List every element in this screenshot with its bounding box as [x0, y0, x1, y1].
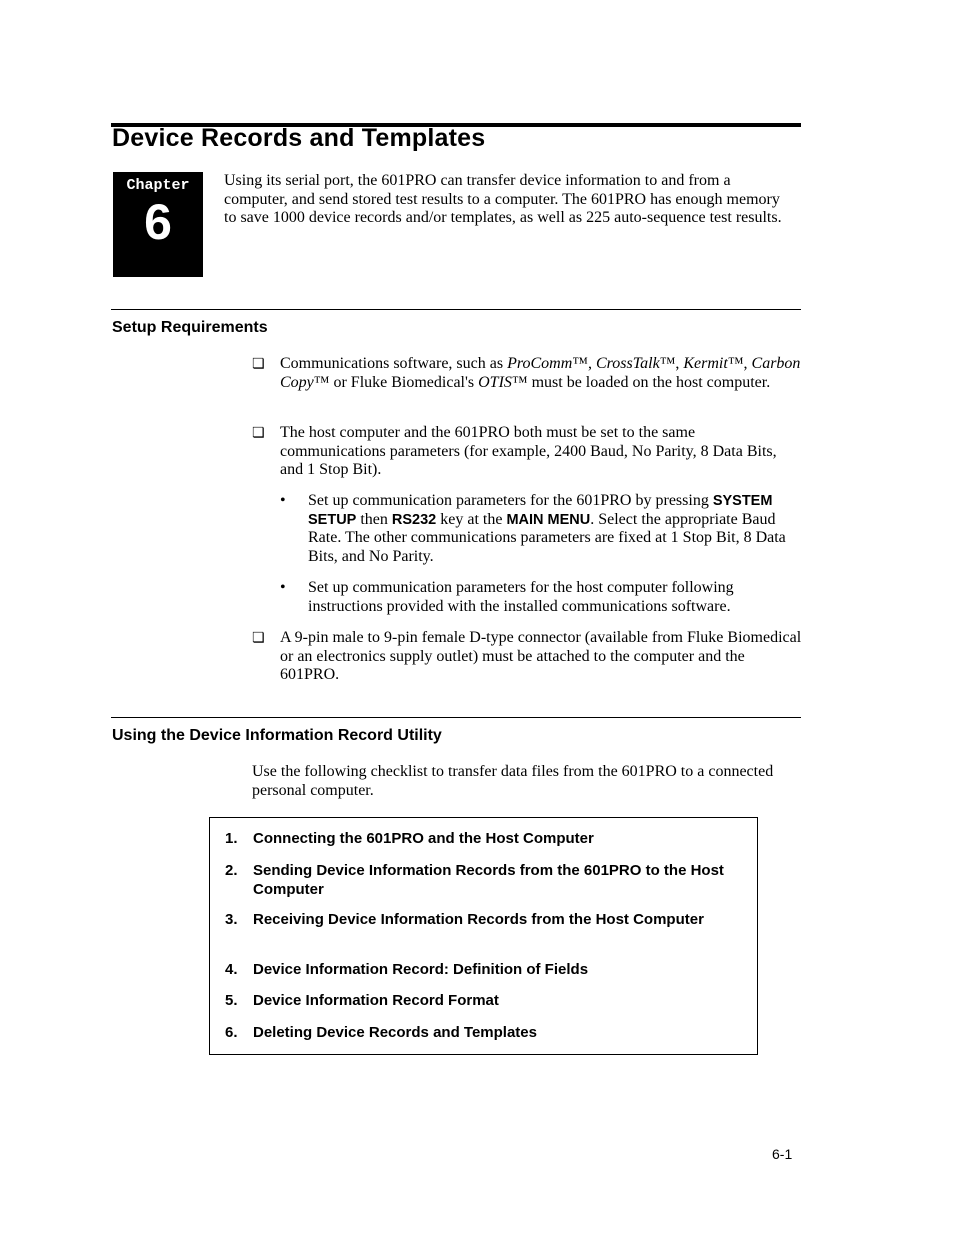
key-rs232: RS232 [391, 511, 437, 528]
section-divider [111, 717, 801, 718]
section-divider [111, 309, 801, 310]
utility-intro: Use the following checklist to transfer data files from the 601PRO to a connected personal computer. [252, 763, 774, 799]
key-main-menu: MAIN MENU [506, 511, 591, 528]
setup-heading: Setup Requirements [112, 319, 268, 336]
requirement-text: A 9-pin male to 9-pin female D-type connector (available from Fluke Biomedical or an electronics supply outlet) must be attached to the computer and the 601PRO. [280, 629, 802, 684]
sub-requirement-item [280, 492, 802, 566]
page-number: 6-1 [772, 1146, 793, 1162]
checklist-item: 5. Device Information Record Format [225, 992, 499, 1009]
requirement-text: The host computer and the 601PRO both must be set to the same communications parameters (for example, 2400 Baud, No Parity, 8 Data Bits, and 1 Stop Bit). [280, 424, 777, 479]
sub-requirement-text: Set up communication parameters for the host computer following instructions provided with the installed communications software. [308, 579, 734, 615]
bullet-icon: • [280, 579, 286, 596]
sub-requirement-item [280, 579, 802, 616]
bullet-icon: • [280, 492, 286, 509]
page-title: Device Records and Templates [112, 124, 486, 152]
requirement-text: Communications software, such as ProComm™, CrossTalk™, Kermit™, Carbon Copy™ or Fluke Biomedical's OTIS™ must be loaded on the host computer. [280, 355, 801, 391]
chapter-badge [113, 172, 203, 277]
intro-paragraph: Using its serial port, the 601PRO can transfer device information to and from a computer, and send stored test results to a computer. The 601PRO has enough memory to save 1000 device records and/or templates, as well as 225 auto-sequence test results. [224, 172, 782, 227]
requirement-item [252, 424, 802, 480]
chapter-number: 6 [144, 194, 172, 250]
chapter-label: Chapter [126, 177, 190, 194]
requirement-item [252, 629, 802, 685]
utility-heading: Using the Device Information Record Utility [112, 727, 442, 744]
sub-requirement-text: Set up communication parameters for the 601PRO by pressing SYSTEM SETUP then RS232 key at the MAIN MENU. Select the appropriate Baud Rate. The other communications parameters are fixed at 1 Stop Bit, 8 Data Bits, and No Parity. [308, 492, 786, 565]
checkbox-icon: ❏ [252, 356, 265, 372]
checklist-item: 2. Sending Device Information Records from the 601PRO to the Host Computer [225, 862, 724, 898]
checkbox-icon: ❏ [252, 425, 265, 441]
checklist-item: 3. Receiving Device Information Records from the Host Computer [225, 911, 704, 928]
checklist-item: 4. Device Information Record: Definition of Fields [225, 961, 589, 978]
requirement-item [252, 355, 802, 392]
key-system-setup: SYSTEM SETUP [308, 493, 773, 528]
checklist-item: 1. Connecting the 601PRO and the Host Computer [225, 830, 594, 847]
checkbox-icon: ❏ [252, 630, 265, 646]
checklist-box [209, 817, 758, 1055]
checklist-item: 6. Deleting Device Records and Templates [225, 1024, 537, 1041]
